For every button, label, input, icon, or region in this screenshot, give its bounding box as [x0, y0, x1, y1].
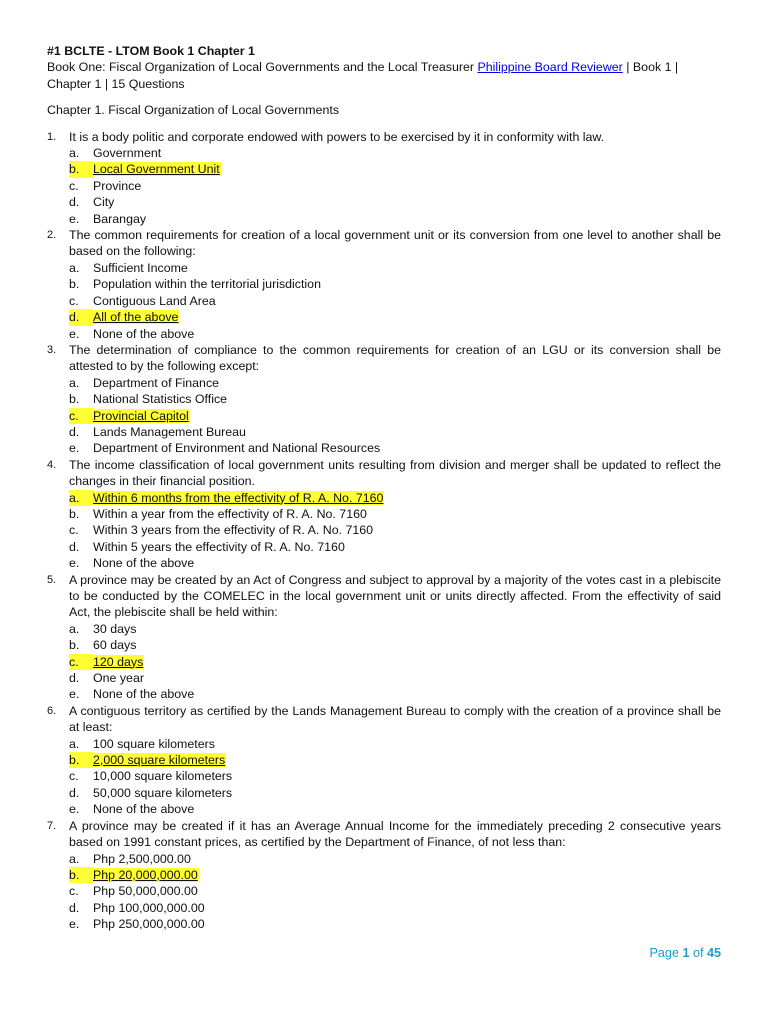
answer-option [69, 539, 721, 555]
option-content [93, 753, 226, 767]
option-list [69, 375, 721, 457]
option-letter: d. [69, 539, 80, 554]
question-number: 1. [47, 130, 57, 143]
option-letter: a. [69, 736, 80, 751]
answer-option [69, 916, 721, 932]
answer-option [69, 276, 721, 292]
question-item [47, 572, 721, 703]
option-text: National Statistics Office [93, 392, 228, 407]
option-text: One year [93, 671, 144, 686]
of-label: of [692, 946, 704, 960]
option-text: 50,000 square kilometers [93, 785, 233, 800]
option-letter: d. [69, 309, 93, 325]
question-item [47, 457, 721, 572]
answer-option [69, 440, 721, 456]
option-text: Php 50,000,000.00 [93, 884, 198, 899]
option-text: Contiguous Land Area [93, 293, 216, 308]
option-letter: c. [69, 178, 79, 193]
option-text: Php 100,000,000.00 [93, 900, 205, 915]
option-text: Department of Finance [93, 375, 220, 390]
answer-option-highlighted [69, 408, 721, 424]
option-letter: a. [69, 851, 80, 866]
answer-option [69, 555, 721, 571]
document-title: #1 BCLTE - LTOM Book 1 Chapter 1 [47, 44, 255, 58]
option-text: None of the above [93, 687, 195, 702]
option-letter: c. [69, 654, 93, 670]
page-current: 1 [682, 946, 690, 960]
answer-option [69, 424, 721, 440]
option-letter: d. [69, 195, 80, 210]
option-letter: e. [69, 917, 80, 932]
answer-option-highlighted [69, 490, 721, 506]
question-item [47, 703, 721, 818]
option-text: Population within the territorial jurisdiction [93, 277, 321, 292]
option-letter: e. [69, 556, 80, 571]
option-letter: b. [69, 867, 93, 883]
option-text: 60 days [93, 638, 137, 653]
answer-option [69, 637, 721, 653]
option-content [93, 868, 199, 882]
option-content [93, 162, 221, 176]
option-letter: e. [69, 802, 80, 817]
question-text: A province may be created by an Act of Congress and subject to approval by a majority of the votes cast in a plebiscite to be conducted by the COMELEC in the local government unit or units directly affected. From the effectivity of said Act, the plebiscite shall be held within: [69, 572, 721, 620]
option-letter: c. [69, 293, 79, 308]
page-label: Page [649, 946, 679, 960]
question-number: 7. [47, 819, 57, 832]
subtitle-suffix: | Book 1 | Chapter 1 | 15 Questions [47, 60, 679, 91]
option-content [93, 655, 144, 669]
option-text: Government [93, 146, 162, 161]
answer-option [69, 736, 721, 752]
option-text: 30 days [93, 621, 137, 636]
option-letter: c. [69, 884, 79, 899]
answer-option [69, 801, 721, 817]
option-content [93, 409, 190, 423]
answer-option [69, 768, 721, 784]
question-number: 6. [47, 704, 57, 717]
answer-option [69, 522, 721, 538]
question-text: The income classification of local government units resulting from division and merger shall be updated to reflect the changes in their financial position. [69, 457, 721, 489]
question-item [47, 227, 721, 342]
question-text: It is a body politic and corporate endowed with powers to be exercised by it in conformity with law. [69, 129, 605, 144]
document-content [47, 43, 721, 933]
option-letter: b. [69, 392, 80, 407]
option-letter: b. [69, 161, 93, 177]
option-text: Within 3 years from the effectivity of R. A. No. 7160 [93, 523, 374, 538]
option-list [69, 260, 721, 342]
option-text: Lands Management Bureau [93, 424, 246, 439]
option-text: Barangay [93, 211, 147, 226]
option-letter: a. [69, 146, 80, 161]
answer-option [69, 506, 721, 522]
answer-option-highlighted [69, 867, 721, 883]
answer-option-highlighted [69, 654, 721, 670]
option-text: None of the above [93, 556, 195, 571]
option-text: All of the above [93, 310, 179, 325]
option-letter: d. [69, 900, 80, 915]
answer-option [69, 621, 721, 637]
answer-option [69, 670, 721, 686]
option-text: Within 6 months from the effectivity of R. A. No. 7160 [93, 490, 384, 505]
option-text: Sufficient Income [93, 260, 188, 275]
option-text: None of the above [93, 802, 195, 817]
option-text: None of the above [93, 326, 195, 341]
question-number: 5. [47, 573, 57, 586]
question-text: A province may be created if it has an Average Annual Income for the immediately preceding 2 consecutive years based on 1991 constant prices, as certified by the Department of Finance, of not less than: [69, 818, 721, 850]
answer-option [69, 883, 721, 899]
page-total: 45 [706, 946, 721, 960]
question-text: The common requirements for creation of a local government unit or its conversion from one level to another shall be based on the following: [69, 228, 721, 259]
answer-option [69, 326, 721, 342]
option-letter: d. [69, 424, 80, 439]
answer-option [69, 145, 721, 161]
option-text: 2,000 square kilometers [93, 753, 226, 768]
question-number: 4. [47, 458, 57, 471]
option-text: Within 5 years the effectivity of R. A. No. 7160 [93, 539, 345, 554]
question-list [47, 129, 721, 933]
option-letter: d. [69, 671, 80, 686]
answer-option [69, 391, 721, 407]
subtitle-prefix: Book One: Fiscal Organization of Local Governments and the Local Treasurer [47, 60, 475, 75]
option-text: Php 250,000,000.00 [93, 917, 205, 932]
option-list [69, 145, 721, 227]
option-text: 120 days [93, 654, 144, 669]
option-letter: c. [69, 408, 93, 424]
answer-option [69, 211, 721, 227]
option-letter: b. [69, 506, 80, 521]
option-letter: a. [69, 490, 93, 506]
answer-option-highlighted [69, 161, 721, 177]
option-letter: e. [69, 441, 80, 456]
question-number: 3. [47, 343, 57, 356]
option-text: Php 2,500,000.00 [93, 851, 191, 866]
option-letter: c. [69, 769, 79, 784]
option-text: 100 square kilometers [93, 736, 215, 751]
document-subtitle [47, 59, 721, 92]
option-letter: a. [69, 621, 80, 636]
option-letter: b. [69, 638, 80, 653]
option-letter: b. [69, 752, 93, 768]
option-text: Department of Environment and National Resources [93, 441, 381, 456]
option-content [93, 491, 384, 505]
option-text: Within a year from the effectivity of R. A. No. 7160 [93, 506, 367, 521]
option-letter: e. [69, 211, 80, 226]
option-text: City [93, 195, 115, 210]
option-text: Province [93, 178, 142, 193]
option-letter: a. [69, 260, 80, 275]
option-list [69, 736, 721, 818]
option-text: Local Government Unit [93, 162, 220, 177]
answer-option [69, 900, 721, 916]
option-list [69, 851, 721, 933]
answer-option [69, 194, 721, 210]
option-letter: d. [69, 785, 80, 800]
option-letter: c. [69, 523, 79, 538]
question-text: The determination of compliance to the common requirements for creation of an LGU or its conversion shall be attested to by the following except: [69, 342, 721, 374]
option-list [69, 490, 721, 572]
option-content [93, 310, 179, 324]
option-list [69, 621, 721, 703]
answer-option-highlighted [69, 752, 721, 768]
answer-option [69, 293, 721, 309]
option-text: Php 20,000,000.00 [93, 867, 198, 882]
option-letter: a. [69, 375, 80, 390]
answer-option-highlighted [69, 309, 721, 325]
option-letter: e. [69, 326, 80, 341]
question-item [47, 129, 721, 227]
option-text: 10,000 square kilometers [93, 769, 233, 784]
question-item [47, 342, 721, 457]
answer-option [69, 785, 721, 801]
page-footer [650, 946, 721, 960]
answer-option [69, 851, 721, 867]
question-item [47, 818, 721, 933]
question-number: 2. [47, 229, 57, 242]
answer-option [69, 178, 721, 194]
philippine-board-reviewer-link[interactable]: Philippine Board Reviewer [477, 60, 623, 75]
option-text: Provincial Capitol [93, 408, 189, 423]
question-text: A contiguous territory as certified by the Lands Management Bureau to comply with the creation of a province shall be at least: [69, 703, 721, 735]
option-letter: b. [69, 277, 80, 292]
answer-option [69, 375, 721, 391]
answer-option [69, 686, 721, 702]
answer-option [69, 260, 721, 276]
chapter-heading: Chapter 1. Fiscal Organization of Local Governments [47, 103, 340, 118]
option-letter: e. [69, 687, 80, 702]
